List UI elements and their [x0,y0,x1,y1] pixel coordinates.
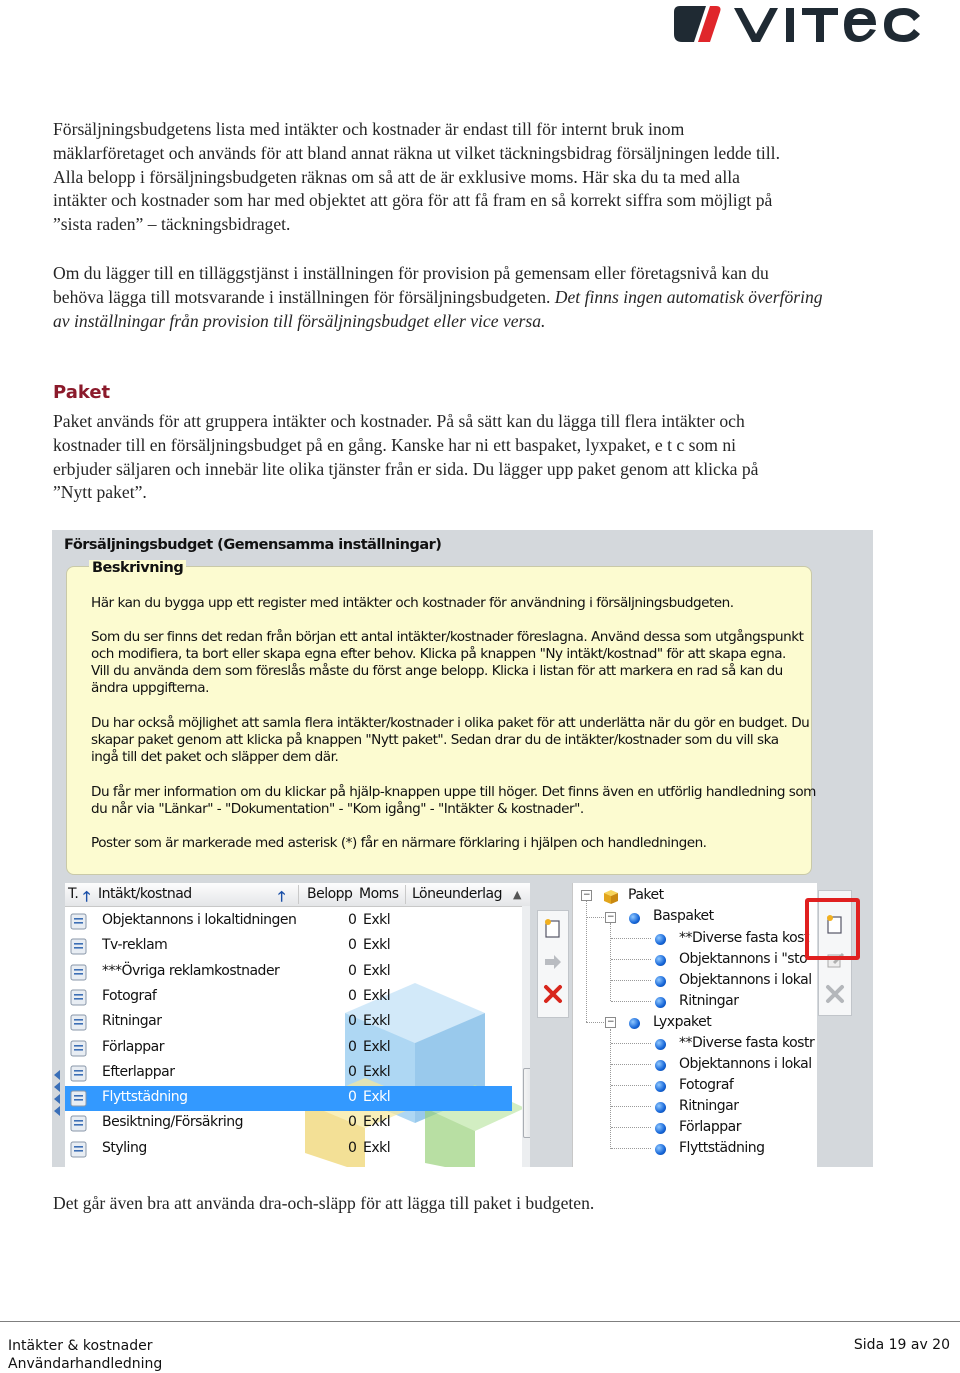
text-line: mäklarföretaget och används för att bland annat räkna ut vilket täckningsbidrag försäljningen ledde till. [53,142,780,163]
tree-item[interactable]: Förlappar [679,1119,741,1135]
income-cost-grid[interactable] [65,883,530,1167]
package-icon [602,888,620,906]
tree-item[interactable]: Flyttstädning [679,1140,765,1156]
row-amount: 0 [348,1063,357,1080]
bullet-icon [655,997,666,1008]
paragraph-drag-drop: Det går även bra att använda dra-och-släpp för att lägga till paket i budgeten. [53,1193,595,1213]
description-line: Du får mer information om du klickar på hjälp-knappen uppe till höger. Det finns även en utförlig handledning som [91,784,816,800]
cost-type-icon [70,1090,87,1107]
text-line: Försäljningsbudgetens lista med intäkter och kostnader är endast till för internt bruk inom [53,119,685,139]
row-amount: 0 [348,962,357,979]
text-line: ”Nytt paket”. [53,482,147,503]
package-tree[interactable] [572,883,817,1167]
row-name: Tv-reklam [102,937,168,954]
text-line: Om du lägger till en tilläggstjänst i inställningen för provision på gemensam eller företagsnivå kan du [53,263,769,283]
row-vat: Exkl [363,962,391,979]
description-line: ändra uppgifterna. [91,680,209,696]
text-line: intäkter och kostnader som har med objektet att göra för att få fram en så korrekt siffra som möjligt på [53,190,773,211]
row-vat: Exkl [363,1063,391,1080]
text-line: Alla belopp i försäljningsbudgeten räknas om så att de är exklusive moms. Här ska du ta med alla [53,166,740,187]
arrow-right-icon[interactable] [542,951,564,973]
cost-type-icon [70,938,87,955]
tree-package-label[interactable]: Baspaket [653,908,714,924]
bullet-icon [655,1123,666,1134]
table-row[interactable] [65,1137,512,1162]
column-header-vat[interactable]: Moms [359,886,399,902]
bullet-icon [629,913,640,924]
collapse-icon[interactable]: − [606,1017,615,1027]
row-name: Besiktning/Försäkring [102,1114,243,1131]
vitec-mark-icon [674,6,721,42]
tree-item[interactable]: **Diverse fasta kost [679,930,809,946]
table-row[interactable] [65,985,512,1010]
text-line: erbjuder säljaren och innebär lite olika tjänster från er sida. Du lägger upp paket genom att klicka på [53,458,759,479]
cost-type-icon [70,989,87,1006]
row-vat: Exkl [363,987,391,1004]
description-line: skapar paket genom att klicka på knappen "Nytt paket". Sedan drar du de intäkter/kostnader som du vill ska [91,732,779,748]
text-line: kostnader till en försäljningsbudget på en gång. Kanske har ni ett baspaket, lyxpaket, e t c som ni [53,434,737,455]
bullet-icon [655,934,666,945]
bullet-icon [655,1081,666,1092]
description-line: du når via "Länkar" - "Dokumentation" - "Kom igång" - "Intäkter & kostnader". [91,801,584,817]
item-toolbar [537,910,569,1018]
row-amount: 0 [348,1038,357,1055]
row-vat: Exkl [363,912,391,928]
collapse-icon[interactable]: − [606,912,615,922]
description-line: Poster som är markerade med asterisk (*) får en närmare förklaring i hjälpen och handledningen. [91,835,707,851]
cost-type-icon [70,1141,87,1158]
table-row[interactable] [65,1111,512,1136]
grid-scrollbar[interactable] [522,906,530,1167]
paragraph-paket [53,410,913,505]
row-vat: Exkl [363,937,391,954]
description-line: Du har också möjlighet att samla flera intäkter/kostnader i olika paket för att underlätta när du gör en budget. Du [91,715,810,731]
description-line: Här kan du bygga upp ett register med intäkter och kostnader för användning i försäljningsbudgeten. [91,595,734,611]
tree-package-label[interactable]: Lyxpaket [653,1014,712,1030]
section-heading-paket: Paket [53,382,111,403]
row-amount: 0 [348,937,357,954]
row-name: Efterlappar [102,1063,175,1080]
row-vat: Exkl [363,1139,391,1156]
grid-header [65,883,530,907]
row-name: Flyttstädning [102,1089,188,1106]
delete-icon[interactable] [542,983,564,1005]
row-amount: 0 [348,1114,357,1131]
tree-root-label[interactable]: Paket [628,887,664,903]
new-item-icon[interactable] [542,917,564,939]
column-header-salary-basis[interactable]: Löneunderlag [412,886,502,902]
row-vat: Exkl [363,1089,391,1106]
collapse-icon[interactable]: − [582,890,591,900]
description-line: Vill du använda dem som föreslås måste du först ange belopp. Klicka i listan för att markera en rad så kan du [91,663,783,679]
collapse-handle-icon[interactable] [52,1060,62,1160]
text-line: ”sista raden” – täckningsbidraget. [53,214,291,235]
table-row[interactable] [65,1086,512,1111]
tree-item[interactable]: Objektannons i lokal [679,972,812,988]
tree-item[interactable]: Objektannons i "sto [679,951,808,967]
text-line: behöva lägga till motsvarande i inställningen för försäljningsbudgeten. [53,286,555,307]
cost-type-icon [70,1040,87,1057]
row-amount: 0 [348,1013,357,1030]
row-name: Förlappar [102,1038,164,1055]
tree-item[interactable]: Fotograf [679,1077,734,1093]
table-row[interactable] [65,1010,512,1035]
cost-type-icon [70,1014,87,1031]
text-line: Paket används för att gruppera intäkter och kostnader. På så sätt kan du lägga till flera intäkter och [53,411,745,431]
tree-item[interactable]: **Diverse fasta kostr [679,1035,815,1051]
italic-note: av inställningar från provision till försäljningsbudget eller vice versa. [53,310,546,331]
footer-line: Användarhandledning [8,1356,163,1372]
app-screenshot [52,530,873,1167]
scrollbar-thumb[interactable] [523,1068,530,1138]
bullet-icon [655,976,666,987]
row-amount: 0 [348,912,357,928]
tree-item[interactable]: Ritningar [679,993,739,1009]
cost-type-icon [70,913,87,930]
table-row[interactable] [65,1036,512,1061]
bullet-icon [629,1018,640,1029]
cost-type-icon [70,1065,87,1082]
footer-line: Intäkter & kostnader [8,1338,153,1354]
sort-arrow-icon: 🡑 [83,889,90,905]
description-box [66,560,816,875]
page-number: Sida 19 av 20 [853,1337,950,1353]
row-vat: Exkl [363,1038,391,1055]
row-vat: Exkl [363,1114,391,1131]
row-name: Ritningar [102,1013,162,1030]
bullet-icon [655,955,666,966]
row-vat: Exkl [363,1013,391,1030]
column-header-name[interactable]: Intäkt/kostnad [98,886,192,902]
italic-note: Det finns ingen automatisk överföring [554,286,823,307]
scroll-up-icon[interactable]: ▲ [513,888,521,901]
table-row[interactable] [65,909,512,934]
row-name: ***Övriga reklamkostnader [102,962,280,979]
row-name: Objektannons i lokaltidningen [102,912,297,928]
description-line: Som du ser finns det redan från början ett antal intäkter/kostnader föreslagna. Använd dessa som utgångspunkt [91,629,804,645]
column-header-type[interactable]: T. [68,886,79,902]
cost-type-icon [70,1115,87,1132]
paragraph-intro [53,118,913,237]
highlight-new-package [805,898,860,960]
row-name: Styling [102,1139,147,1156]
description-line: ingå till det paket och släpper dem där. [91,749,339,765]
description-line: och modifiera, ta bort eller skapa egna efter behov. Klicka på knappen "Ny intäkt/kostnad" för att skapa egna. [91,646,786,662]
footer-title [8,1337,162,1373]
row-amount: 0 [348,987,357,1004]
sort-arrow-icon: 🡑 [278,889,285,905]
bullet-icon [655,1039,666,1050]
bullet-icon [655,1144,666,1155]
bullet-icon [655,1060,666,1071]
tree-item[interactable]: Ritningar [679,1098,739,1114]
description-legend: Beskrivning [89,560,186,576]
row-name: Fotograf [102,987,157,1004]
footer-divider [0,1321,960,1322]
cost-type-icon [70,964,87,981]
window-title: Försäljningsbudget (Gemensamma inställningar) [64,537,442,553]
table-row[interactable] [65,960,512,985]
delete-package-icon[interactable] [824,983,846,1005]
column-header-amount[interactable]: Belopp [307,886,353,902]
row-amount: 0 [348,1089,357,1106]
vitec-logo [672,2,924,46]
paragraph-provision [53,262,913,333]
table-row[interactable] [65,1061,512,1086]
tree-item[interactable]: Objektannons i lokal [679,1056,812,1072]
bullet-icon [655,1102,666,1113]
table-row[interactable] [65,934,512,959]
row-amount: 0 [348,1139,357,1156]
